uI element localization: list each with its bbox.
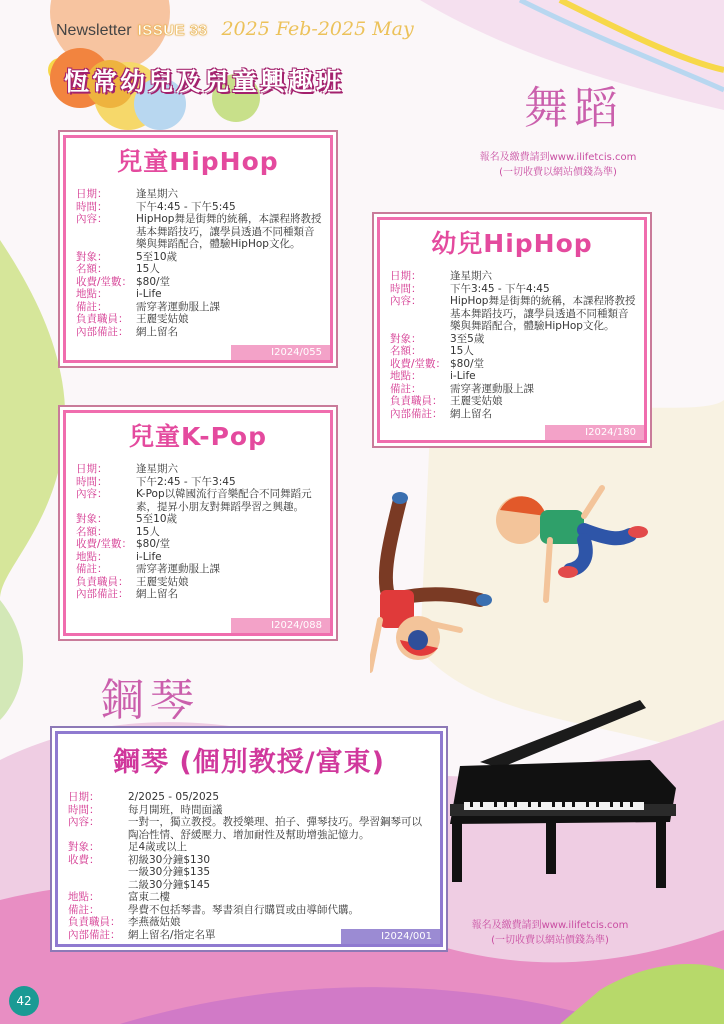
detail-value: 2/2025 - 05/2025	[128, 791, 220, 803]
detail-row	[390, 270, 650, 283]
detail-label: 備註：	[76, 300, 108, 313]
detail-value: 網上留名/指定名單	[128, 928, 216, 941]
detail-label: 負責職員：	[68, 916, 121, 928]
detail-value: i-Life	[136, 288, 162, 300]
detail-row	[390, 358, 650, 371]
detail-row	[68, 854, 446, 867]
detail-value: 每月開班，時間面議	[128, 803, 223, 816]
detail-label: 備註：	[390, 382, 422, 395]
detail-label: 地點：	[390, 370, 422, 382]
detail-label: 日期：	[68, 791, 100, 803]
detail-value: 逢星期六	[450, 270, 492, 282]
detail-value: 王麗雯姑娘	[450, 395, 503, 407]
detail-row	[390, 333, 650, 346]
detail-label: 內容：	[68, 816, 100, 828]
course-title: 幼兒HipHop	[431, 229, 593, 258]
detail-label: 日期：	[76, 463, 108, 475]
series-title: 恆常幼兒及兒童興趣班	[64, 67, 345, 96]
detail-row	[76, 576, 336, 589]
detail-row	[68, 816, 446, 841]
detail-value: i-Life	[450, 370, 476, 382]
detail-row	[76, 488, 336, 513]
registration-note-dance	[470, 150, 646, 180]
detail-row	[68, 916, 446, 929]
issue-period: 2025 Feb-2025 May	[221, 18, 414, 40]
detail-value: 下午2:45 - 下午3:45	[136, 475, 236, 488]
newsletter-label: Newsletter	[56, 22, 132, 39]
course-code: I2024/055	[231, 345, 330, 360]
detail-label: 地點：	[76, 288, 108, 300]
detail-row	[68, 791, 446, 804]
detail-label: 對象：	[68, 841, 100, 853]
detail-value: K-Pop以韓國流行音樂配合不同舞蹈元素，提昇小朋友對舞蹈學習之興趣。	[136, 488, 312, 513]
detail-label: 負責職員：	[76, 575, 129, 588]
detail-label: 內部備註：	[76, 588, 129, 600]
page-number: 42	[9, 986, 39, 1016]
detail-label: 負責職員：	[390, 395, 443, 407]
detail-row	[76, 588, 336, 601]
course-card-piano	[50, 726, 448, 952]
detail-label: 內容：	[76, 488, 108, 500]
detail-row	[76, 201, 336, 214]
detail-value: 15人	[450, 345, 474, 357]
detail-label: 地點：	[68, 891, 100, 903]
detail-row	[76, 463, 336, 476]
detail-value: 富東二樓	[128, 891, 170, 903]
detail-row	[68, 841, 446, 854]
course-title: 鋼琴 (個別教授/富東)	[113, 747, 385, 778]
detail-value: 逢星期六	[136, 188, 178, 200]
detail-label: 收費/堂數：	[390, 357, 447, 370]
detail-label: 收費/堂數：	[76, 538, 133, 550]
detail-row	[68, 904, 446, 917]
detail-value: 王麗雯姑娘	[136, 575, 189, 588]
detail-value: 下午4:45 - 下午5:45	[136, 200, 236, 213]
detail-value: 3至5歲	[450, 332, 485, 345]
detail-label: 地點：	[76, 550, 108, 563]
detail-label: 時間：	[76, 475, 108, 488]
detail-label: 收費：	[68, 853, 100, 866]
detail-row	[76, 276, 336, 289]
detail-value: $80/堂	[450, 357, 485, 370]
detail-value: 學費不包括琴書。琴書須自行購買或由導師代購。	[128, 903, 359, 916]
detail-value: i-Life	[136, 550, 162, 563]
detail-label: 對象：	[76, 513, 108, 525]
detail-value: HipHop舞是街舞的統稱，本課程將教授基本舞蹈技巧，讓學員透過不同種類音樂與舞蹈配合，體驗HipHop文化。	[136, 213, 322, 250]
detail-value: 網上留名	[136, 325, 178, 338]
course-code: I2024/180	[545, 425, 644, 440]
detail-row	[76, 188, 336, 201]
detail-value: 二級30分鐘$145	[128, 878, 211, 891]
course-title: 兒童HipHop	[117, 147, 279, 176]
detail-value: 足4歲或以上	[128, 841, 188, 853]
detail-row	[390, 283, 650, 296]
course-card-kids-kpop	[58, 405, 338, 641]
detail-row	[76, 476, 336, 489]
course-details	[76, 463, 336, 601]
section-heading-piano: 鋼琴	[100, 675, 200, 726]
detail-label: 內部備註：	[76, 325, 129, 338]
registration-price-note: (一切收費以網站價錢為準)	[491, 935, 609, 946]
detail-row	[68, 804, 446, 817]
detail-label: 內部備註：	[390, 407, 443, 420]
detail-label: 對象：	[390, 332, 422, 345]
detail-row	[76, 263, 336, 276]
detail-label: 日期：	[76, 188, 108, 200]
registration-price-note: (一切收費以網站價錢為準)	[499, 167, 617, 178]
course-card-kids-hiphop	[58, 130, 338, 368]
course-code: I2024/088	[231, 618, 330, 633]
detail-row	[390, 408, 650, 421]
course-title: 兒童K-Pop	[129, 422, 267, 451]
detail-value: 王麗雯姑娘	[136, 313, 189, 325]
course-details	[390, 270, 650, 420]
detail-row	[76, 213, 336, 251]
detail-row	[76, 526, 336, 539]
grand-piano-illustration	[430, 696, 690, 896]
detail-label: 名額：	[76, 263, 108, 275]
detail-row	[76, 301, 336, 314]
course-code: I2024/001	[341, 929, 440, 944]
detail-value: $80/堂	[136, 275, 171, 288]
detail-label: 時間：	[68, 803, 100, 816]
detail-label	[68, 879, 128, 892]
detail-row	[76, 251, 336, 264]
detail-value: 15人	[136, 525, 160, 538]
detail-row	[76, 538, 336, 551]
detail-label: 時間：	[390, 282, 422, 295]
detail-value: 一級30分鐘$135	[128, 866, 211, 878]
registration-website-text: 報名及繳費請到www.ilifetcis.com	[471, 920, 629, 931]
detail-label: 收費/堂數：	[76, 275, 133, 288]
detail-row	[68, 879, 446, 892]
detail-row	[390, 295, 650, 333]
detail-row	[76, 313, 336, 326]
detail-label: 名額：	[76, 525, 108, 538]
detail-value: 初級30分鐘$130	[128, 853, 211, 866]
detail-value: 網上留名	[136, 588, 178, 600]
detail-label: 備註：	[76, 563, 108, 575]
detail-row	[76, 326, 336, 339]
detail-label: 備註：	[68, 903, 100, 916]
newsletter-header	[56, 18, 414, 40]
detail-label: 對象：	[76, 250, 108, 263]
detail-row	[76, 513, 336, 526]
registration-website-text: 報名及繳費請到www.ilifetcis.com	[479, 152, 637, 163]
detail-value: 需穿著運動服上課	[136, 300, 220, 313]
section-heading-dance: 舞蹈	[524, 83, 624, 134]
detail-label: 時間：	[76, 200, 108, 213]
detail-row	[76, 563, 336, 576]
detail-value: 李燕薇姑娘	[128, 916, 181, 928]
detail-label: 負責職員：	[76, 313, 129, 325]
detail-row	[76, 551, 336, 564]
detail-value: 下午3:45 - 下午4:45	[450, 282, 550, 295]
detail-value: 5至10歲	[136, 513, 178, 525]
detail-label: 內容：	[76, 213, 108, 225]
course-details	[76, 188, 336, 338]
course-details	[68, 791, 446, 941]
detail-value: 網上留名	[450, 407, 492, 420]
detail-row	[390, 345, 650, 358]
course-card-toddler-hiphop	[372, 212, 652, 448]
detail-label: 內容：	[390, 295, 422, 307]
detail-value: 逢星期六	[136, 463, 178, 475]
breakdancing-kids-illustration	[370, 480, 660, 690]
detail-label: 日期：	[390, 270, 422, 282]
detail-row	[390, 383, 650, 396]
detail-label: 內部備註：	[68, 928, 121, 941]
detail-value: 需穿著運動服上課	[136, 563, 220, 575]
detail-value: 一對一，獨立教授。教授樂理、拍子、彈琴技巧。學習鋼琴可以陶冶性情、舒緩壓力、增加耐性及幫助增強記憶力。	[128, 816, 422, 841]
detail-value: 15人	[136, 263, 160, 275]
detail-value: 需穿著運動服上課	[450, 382, 534, 395]
detail-row	[390, 370, 650, 383]
detail-label	[68, 866, 128, 879]
detail-value: $80/堂	[136, 538, 171, 550]
detail-value: 5至10歲	[136, 250, 178, 263]
issue-label: ISSUE 33	[137, 22, 208, 39]
detail-label: 名額：	[390, 345, 422, 357]
detail-value: HipHop舞是街舞的統稱，本課程將教授基本舞蹈技巧，讓學員透過不同種類音樂與舞蹈配合，體驗HipHop文化。	[450, 295, 636, 332]
detail-row	[68, 891, 446, 904]
detail-row	[76, 288, 336, 301]
detail-row	[390, 395, 650, 408]
detail-row	[68, 866, 446, 879]
registration-note-piano	[462, 918, 638, 948]
